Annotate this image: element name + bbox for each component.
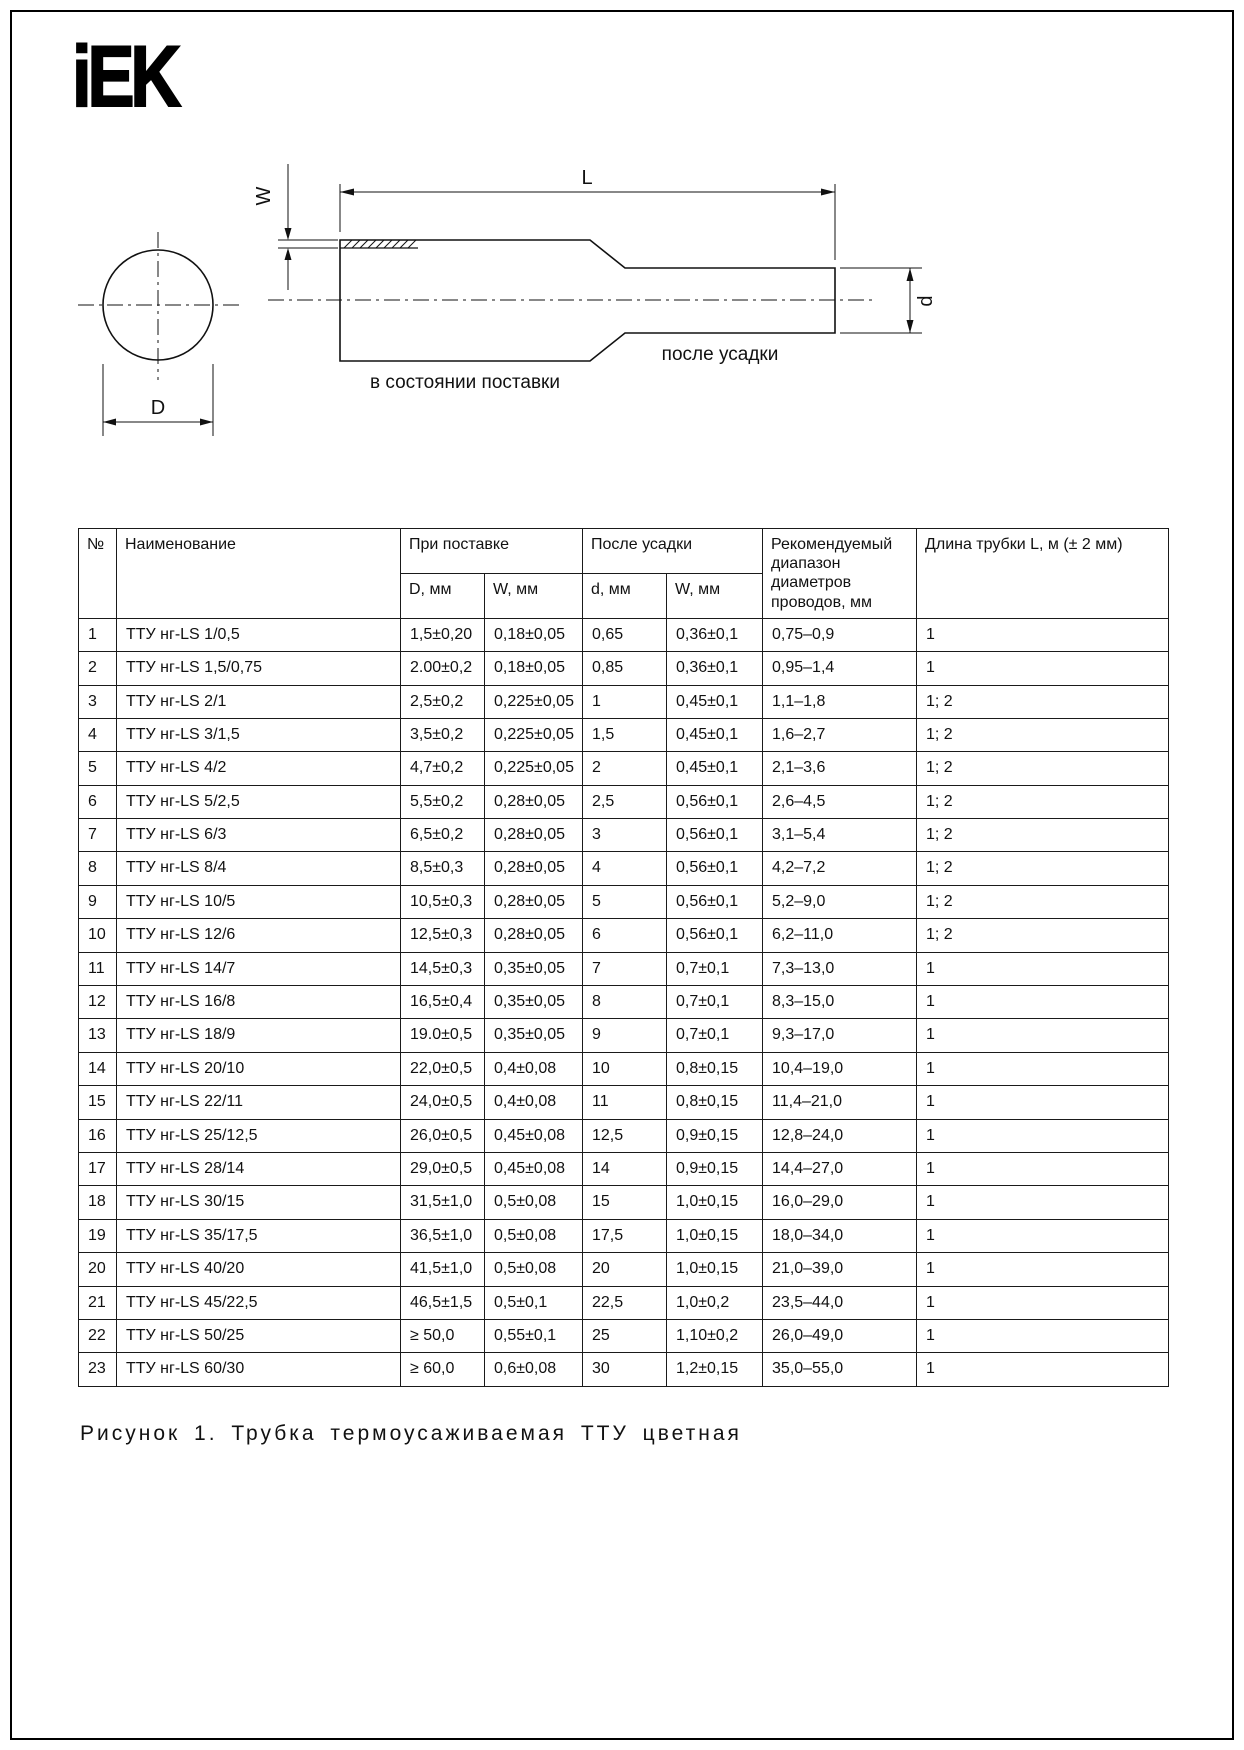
table-cell: 0,55±0,1 xyxy=(485,1319,583,1352)
table-cell: ТТУ нг-LS 14/7 xyxy=(117,952,401,985)
table-cell: ТТУ нг-LS 28/14 xyxy=(117,1153,401,1186)
table-cell: 21 xyxy=(79,1286,117,1319)
table-cell: 46,5±1,5 xyxy=(401,1286,485,1319)
table-cell: 1; 2 xyxy=(917,885,1169,918)
table-cell: 2,5±0,2 xyxy=(401,685,485,718)
table-cell: 6 xyxy=(583,919,667,952)
table-row xyxy=(79,919,1169,952)
table-cell: 12,8–24,0 xyxy=(763,1119,917,1152)
table-cell: 26,0–49,0 xyxy=(763,1319,917,1352)
table-cell: 1 xyxy=(79,618,117,651)
table-cell: 0,35±0,05 xyxy=(485,986,583,1019)
table-cell: 17 xyxy=(79,1153,117,1186)
table-cell: 1 xyxy=(917,1086,1169,1119)
table-cell: 16 xyxy=(79,1119,117,1152)
table-cell: 4,2–7,2 xyxy=(763,852,917,885)
table-cell: 1 xyxy=(917,1019,1169,1052)
table-cell: 1,1–1,8 xyxy=(763,685,917,718)
col-header-range: Рекомендуемый диапазон диаметров проводов, мм xyxy=(763,529,917,619)
table-cell: 1 xyxy=(917,1319,1169,1352)
table-cell: 0,45±0,1 xyxy=(667,718,763,751)
table-cell: 31,5±1,0 xyxy=(401,1186,485,1219)
table-cell: 1,5 xyxy=(583,718,667,751)
table-cell: 23 xyxy=(79,1353,117,1386)
table-cell: 6,2–11,0 xyxy=(763,919,917,952)
table-cell: 8,3–15,0 xyxy=(763,986,917,1019)
table-cell: 12 xyxy=(79,986,117,1019)
table-cell: 14,5±0,3 xyxy=(401,952,485,985)
col-header-D-mm: D, мм xyxy=(401,573,485,618)
table-cell: 0,225±0,05 xyxy=(485,752,583,785)
table-cell: 0,45±0,1 xyxy=(667,685,763,718)
table-cell: 22,5 xyxy=(583,1286,667,1319)
table-cell: 1 xyxy=(917,986,1169,1019)
table-cell: 2.00±0,2 xyxy=(401,652,485,685)
table-cell: ТТУ нг-LS 30/15 xyxy=(117,1186,401,1219)
table-cell: 0,28±0,05 xyxy=(485,919,583,952)
drawing-labels xyxy=(151,167,937,419)
table-cell: 0,9±0,15 xyxy=(667,1119,763,1152)
table-cell: 1 xyxy=(917,952,1169,985)
col-header-W-shrunk-mm: W, мм xyxy=(667,573,763,618)
spec-table-header xyxy=(79,529,1169,619)
col-header-num: № xyxy=(79,529,117,619)
arrow-D-left xyxy=(103,419,116,426)
table-cell: 18 xyxy=(79,1186,117,1219)
table-cell: 26,0±0,5 xyxy=(401,1119,485,1152)
col-header-length: Длина трубки L, м (± 2 мм) xyxy=(917,529,1169,619)
table-cell: 0,36±0,1 xyxy=(667,652,763,685)
table-cell: 7,3–13,0 xyxy=(763,952,917,985)
arrow-L-left xyxy=(340,189,354,196)
arrow-d-top xyxy=(907,268,914,281)
dim-label-W: W xyxy=(253,186,275,206)
table-cell: 8 xyxy=(583,986,667,1019)
table-cell: 0,8±0,15 xyxy=(667,1052,763,1085)
table-cell: 4 xyxy=(79,718,117,751)
table-row xyxy=(79,752,1169,785)
arrow-L-right xyxy=(821,189,835,196)
table-cell: 0,6±0,08 xyxy=(485,1353,583,1386)
drawing-svg xyxy=(70,148,1150,478)
dimension-W xyxy=(278,164,338,290)
table-cell: 2 xyxy=(583,752,667,785)
table-cell: 1 xyxy=(917,1052,1169,1085)
spec-table xyxy=(78,528,1169,1387)
table-cell: 3 xyxy=(583,819,667,852)
col-header-d-mm: d, мм xyxy=(583,573,667,618)
table-cell: 1 xyxy=(917,1119,1169,1152)
table-cell: 0,18±0,05 xyxy=(485,652,583,685)
figure-caption: Рисунок 1. Трубка термоусаживаемая ТТУ цветная xyxy=(80,1422,742,1445)
table-cell: 3,1–5,4 xyxy=(763,819,917,852)
table-cell: ТТУ нг-LS 2/1 xyxy=(117,685,401,718)
table-cell: 1 xyxy=(917,1286,1169,1319)
table-cell: 0,56±0,1 xyxy=(667,785,763,818)
table-cell: ТТУ нг-LS 1/0,5 xyxy=(117,618,401,651)
dim-label-L: L xyxy=(581,167,593,189)
table-cell: ≥ 60,0 xyxy=(401,1353,485,1386)
table-cell: 4,7±0,2 xyxy=(401,752,485,785)
side-view xyxy=(268,240,875,361)
arrow-W-down xyxy=(285,228,292,240)
table-cell: ТТУ нг-LS 40/20 xyxy=(117,1253,401,1286)
table-cell: ТТУ нг-LS 25/12,5 xyxy=(117,1119,401,1152)
table-cell: 5,2–9,0 xyxy=(763,885,917,918)
arrow-d-bottom xyxy=(907,320,914,333)
table-cell: 11 xyxy=(583,1086,667,1119)
table-cell: 0,56±0,1 xyxy=(667,885,763,918)
table-row xyxy=(79,1319,1169,1352)
table-cell: 1,0±0,15 xyxy=(667,1186,763,1219)
table-cell: 4 xyxy=(583,852,667,885)
table-cell: 0,65 xyxy=(583,618,667,651)
table-cell: 20 xyxy=(583,1253,667,1286)
table-cell: 1 xyxy=(917,1186,1169,1219)
table-cell: 11,4–21,0 xyxy=(763,1086,917,1119)
table-row xyxy=(79,819,1169,852)
table-cell: 0,7±0,1 xyxy=(667,952,763,985)
table-cell: 1 xyxy=(917,652,1169,685)
table-cell: 6,5±0,2 xyxy=(401,819,485,852)
table-cell: 19 xyxy=(79,1219,117,1252)
table-cell: 1; 2 xyxy=(917,718,1169,751)
table-cell: 1; 2 xyxy=(917,785,1169,818)
table-row xyxy=(79,685,1169,718)
dim-label-d: d xyxy=(915,295,937,307)
table-cell: ТТУ нг-LS 6/3 xyxy=(117,819,401,852)
table-cell: 0,35±0,05 xyxy=(485,1019,583,1052)
table-cell: 0,4±0,08 xyxy=(485,1086,583,1119)
table-cell: 35,0–55,0 xyxy=(763,1353,917,1386)
table-cell: 0,28±0,05 xyxy=(485,785,583,818)
table-cell: 7 xyxy=(79,819,117,852)
table-cell: ТТУ нг-LS 60/30 xyxy=(117,1353,401,1386)
table-cell: 10 xyxy=(583,1052,667,1085)
table-cell: 41,5±1,0 xyxy=(401,1253,485,1286)
table-cell: 1; 2 xyxy=(917,819,1169,852)
table-row xyxy=(79,1353,1169,1386)
table-cell: 1 xyxy=(917,1219,1169,1252)
table-cell: ТТУ нг-LS 3/1,5 xyxy=(117,718,401,751)
table-cell: 15 xyxy=(583,1186,667,1219)
table-cell: 1,0±0,15 xyxy=(667,1253,763,1286)
table-row xyxy=(79,1052,1169,1085)
label-state-shrunk: после усадки xyxy=(661,344,779,365)
table-cell: 36,5±1,0 xyxy=(401,1219,485,1252)
table-row xyxy=(79,1286,1169,1319)
arrow-W-up xyxy=(285,248,292,260)
table-row xyxy=(79,1019,1169,1052)
table-cell: ТТУ нг-LS 20/10 xyxy=(117,1052,401,1085)
table-cell: 1 xyxy=(917,1153,1169,1186)
table-cell: 0,5±0,08 xyxy=(485,1253,583,1286)
table-cell: 0,45±0,1 xyxy=(667,752,763,785)
table-cell: 0,8±0,15 xyxy=(667,1086,763,1119)
table-row xyxy=(79,1153,1169,1186)
table-row xyxy=(79,1186,1169,1219)
table-cell: ТТУ нг-LS 18/9 xyxy=(117,1019,401,1052)
table-cell: 7 xyxy=(583,952,667,985)
table-cell: 1 xyxy=(917,1253,1169,1286)
table-row xyxy=(79,785,1169,818)
table-cell: 1; 2 xyxy=(917,852,1169,885)
table-cell: 1; 2 xyxy=(917,685,1169,718)
table-cell: ТТУ нг-LS 22/11 xyxy=(117,1086,401,1119)
table-cell: 22,0±0,5 xyxy=(401,1052,485,1085)
iek-logo: iEK xyxy=(72,29,178,125)
table-cell: 5,5±0,2 xyxy=(401,785,485,818)
table-cell: 10 xyxy=(79,919,117,952)
table-cell: 1,10±0,2 xyxy=(667,1319,763,1352)
table-row xyxy=(79,652,1169,685)
table-cell: 25 xyxy=(583,1319,667,1352)
table-cell: 0,28±0,05 xyxy=(485,819,583,852)
table-cell: 2,6–4,5 xyxy=(763,785,917,818)
table-cell: 18,0–34,0 xyxy=(763,1219,917,1252)
table-cell: 16,0–29,0 xyxy=(763,1186,917,1219)
table-cell: 12,5 xyxy=(583,1119,667,1152)
table-cell: 0,5±0,08 xyxy=(485,1186,583,1219)
table-cell: 6 xyxy=(79,785,117,818)
table-cell: 1; 2 xyxy=(917,919,1169,952)
table-cell: ≥ 50,0 xyxy=(401,1319,485,1352)
table-cell: 8 xyxy=(79,852,117,885)
dimension-L xyxy=(340,184,835,260)
table-cell: 1,6–2,7 xyxy=(763,718,917,751)
table-cell: 0,225±0,05 xyxy=(485,685,583,718)
table-cell: 9 xyxy=(583,1019,667,1052)
table-cell: 24,0±0,5 xyxy=(401,1086,485,1119)
table-cell: ТТУ нг-LS 12/6 xyxy=(117,919,401,952)
label-state-supplied: в состоянии поставки xyxy=(370,372,560,393)
table-cell: 14 xyxy=(583,1153,667,1186)
spec-table-body xyxy=(79,618,1169,1386)
table-cell: 0,56±0,1 xyxy=(667,819,763,852)
table-cell: 0,18±0,05 xyxy=(485,618,583,651)
table-cell: 22 xyxy=(79,1319,117,1352)
table-cell: 15 xyxy=(79,1086,117,1119)
table-cell: 3 xyxy=(79,685,117,718)
table-cell: ТТУ нг-LS 4/2 xyxy=(117,752,401,785)
table-cell: 1,0±0,15 xyxy=(667,1219,763,1252)
table-cell: 14 xyxy=(79,1052,117,1085)
table-cell: 0,35±0,05 xyxy=(485,952,583,985)
table-cell: 10,4–19,0 xyxy=(763,1052,917,1085)
table-row xyxy=(79,885,1169,918)
table-row xyxy=(79,1119,1169,1152)
table-cell: 9 xyxy=(79,885,117,918)
table-cell: 1 xyxy=(583,685,667,718)
table-cell: 0,36±0,1 xyxy=(667,618,763,651)
table-cell: 3,5±0,2 xyxy=(401,718,485,751)
table-cell: 1 xyxy=(917,618,1169,651)
table-cell: 29,0±0,5 xyxy=(401,1153,485,1186)
col-header-shrunk: После усадки xyxy=(583,529,763,574)
table-cell: 2,5 xyxy=(583,785,667,818)
table-cell: ТТУ нг-LS 5/2,5 xyxy=(117,785,401,818)
table-cell: 23,5–44,0 xyxy=(763,1286,917,1319)
col-header-W-supplied-mm: W, мм xyxy=(485,573,583,618)
table-cell: 0,56±0,1 xyxy=(667,919,763,952)
table-cell: ТТУ нг-LS 50/25 xyxy=(117,1319,401,1352)
table-cell: 17,5 xyxy=(583,1219,667,1252)
table-cell: ТТУ нг-LS 45/22,5 xyxy=(117,1286,401,1319)
table-cell: 1,2±0,15 xyxy=(667,1353,763,1386)
table-cell: ТТУ нг-LS 8/4 xyxy=(117,852,401,885)
table-cell: 1; 2 xyxy=(917,752,1169,785)
table-cell: ТТУ нг-LS 35/17,5 xyxy=(117,1219,401,1252)
table-cell: 19.0±0,5 xyxy=(401,1019,485,1052)
table-row xyxy=(79,618,1169,651)
table-cell: ТТУ нг-LS 1,5/0,75 xyxy=(117,652,401,685)
table-cell: 1 xyxy=(917,1353,1169,1386)
table-cell: 16,5±0,4 xyxy=(401,986,485,1019)
table-row xyxy=(79,718,1169,751)
table-cell: 11 xyxy=(79,952,117,985)
arrow-D-right xyxy=(200,419,213,426)
table-cell: 30 xyxy=(583,1353,667,1386)
table-cell: 0,45±0,08 xyxy=(485,1153,583,1186)
table-cell: 5 xyxy=(583,885,667,918)
table-cell: 0,5±0,1 xyxy=(485,1286,583,1319)
table-cell: 0,85 xyxy=(583,652,667,685)
table-cell: 20 xyxy=(79,1253,117,1286)
table-cell: 8,5±0,3 xyxy=(401,852,485,885)
table-cell: 0,5±0,08 xyxy=(485,1219,583,1252)
table-row xyxy=(79,1219,1169,1252)
table-cell: 0,28±0,05 xyxy=(485,885,583,918)
table-row xyxy=(79,952,1169,985)
table-row xyxy=(79,852,1169,885)
table-cell: 9,3–17,0 xyxy=(763,1019,917,1052)
table-cell: 10,5±0,3 xyxy=(401,885,485,918)
wall-hatching xyxy=(344,240,416,248)
table-cell: 12,5±0,3 xyxy=(401,919,485,952)
table-cell: ТТУ нг-LS 10/5 xyxy=(117,885,401,918)
table-row xyxy=(79,1253,1169,1286)
table-cell: ТТУ нг-LS 16/8 xyxy=(117,986,401,1019)
table-cell: 0,9±0,15 xyxy=(667,1153,763,1186)
table-cell: 0,225±0,05 xyxy=(485,718,583,751)
table-cell: 14,4–27,0 xyxy=(763,1153,917,1186)
table-cell: 1,0±0,2 xyxy=(667,1286,763,1319)
table-cell: 0,7±0,1 xyxy=(667,1019,763,1052)
table-row xyxy=(79,986,1169,1019)
table-cell: 0,95–1,4 xyxy=(763,652,917,685)
table-row xyxy=(79,1086,1169,1119)
table-cell: 0,56±0,1 xyxy=(667,852,763,885)
header-row-1 xyxy=(79,529,1169,574)
table-cell: 13 xyxy=(79,1019,117,1052)
technical-drawing xyxy=(70,148,1150,478)
table-cell: 2,1–3,6 xyxy=(763,752,917,785)
col-header-name: Наименование xyxy=(117,529,401,619)
table-cell: 0,7±0,1 xyxy=(667,986,763,1019)
table-cell: 0,75–0,9 xyxy=(763,618,917,651)
table-cell: 0,4±0,08 xyxy=(485,1052,583,1085)
dim-label-D: D xyxy=(150,397,166,419)
table-cell: 0,45±0,08 xyxy=(485,1119,583,1152)
table-cell: 21,0–39,0 xyxy=(763,1253,917,1286)
table-cell: 1,5±0,20 xyxy=(401,618,485,651)
col-header-supplied: При поставке xyxy=(401,529,583,574)
table-cell: 2 xyxy=(79,652,117,685)
table-cell: 0,28±0,05 xyxy=(485,852,583,885)
table-cell: 5 xyxy=(79,752,117,785)
